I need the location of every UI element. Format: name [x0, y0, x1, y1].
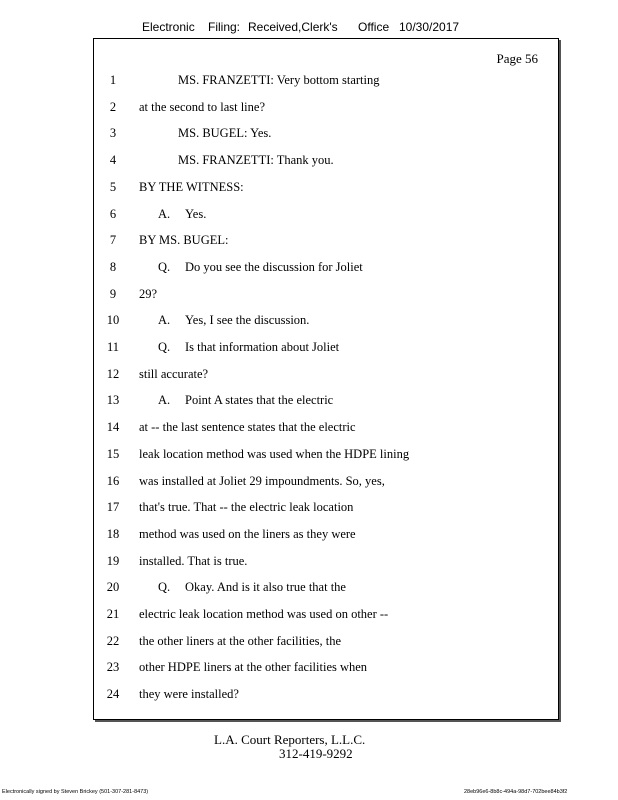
line-text-wrapper: [139, 628, 341, 655]
line-text: other HDPE liners at the other facilities when: [139, 660, 368, 675]
transcript-line: [93, 521, 553, 548]
line-text-wrapper: [139, 281, 157, 308]
transcript-line: [93, 628, 553, 655]
line-text: installed. That is true.: [139, 553, 248, 568]
line-number: 16: [106, 473, 120, 488]
line-text-wrapper: [158, 307, 309, 334]
line-number: 11: [106, 340, 120, 354]
transcript-line: [93, 574, 553, 601]
line-number: 22: [106, 633, 120, 648]
transcript-line: [93, 654, 553, 681]
line-text: BY MS. BUGEL:: [139, 233, 229, 248]
transcript-line: [93, 548, 553, 575]
line-text-wrapper: [139, 441, 409, 468]
transcript-line: [93, 94, 553, 121]
line-text: they were installed?: [139, 687, 239, 702]
line-text-wrapper: [158, 574, 346, 601]
line-text: MS. FRANZETTI: Very bottom starting: [178, 73, 380, 87]
signature-left: Electronically signed by Steven Brickey (501-307-281-8473): [2, 789, 149, 795]
line-number: 18: [106, 526, 120, 541]
line-number: 6: [109, 206, 117, 221]
line-text-wrapper: [178, 120, 271, 147]
line-text: at -- the last sentence states that the electric: [139, 420, 356, 435]
line-number: 7: [109, 233, 117, 248]
qa-label: Q.: [158, 259, 171, 274]
line-text-wrapper: [139, 548, 247, 575]
line-text-wrapper: [139, 174, 244, 201]
header-electronic: Electronic: [142, 20, 195, 34]
transcript-line: [93, 307, 553, 334]
line-text: Okay. And is it also true that the: [185, 580, 346, 595]
line-text: 29?: [139, 286, 158, 301]
line-number: 8: [109, 259, 117, 274]
footer-phone: 312-419-9292: [279, 746, 353, 761]
line-text: leak location method was used when the HDPE lining: [139, 446, 410, 461]
transcript-line: [93, 468, 553, 495]
line-text: Point A states that the electric: [185, 393, 334, 408]
line-text: Yes, I see the discussion.: [185, 313, 310, 328]
transcript-line: [93, 601, 553, 628]
line-number: 10: [106, 313, 120, 328]
line-text-wrapper: [158, 201, 206, 228]
transcript-line: [93, 361, 553, 388]
header-filing: Filing:: [208, 20, 241, 34]
line-text: that's true. That -- the electric leak location: [139, 500, 354, 515]
line-number: 1: [109, 73, 117, 87]
line-text-wrapper: [139, 654, 367, 681]
line-text: still accurate?: [139, 366, 209, 381]
line-number: 14: [106, 420, 120, 435]
footer-firm: L.A. Court Reporters, L.L.C.: [214, 732, 366, 747]
line-text: Yes.: [185, 206, 207, 221]
line-text-wrapper: [139, 681, 239, 708]
transcript-line: [93, 334, 553, 361]
line-number: 5: [109, 179, 117, 194]
header-date: 10/30/2017: [399, 20, 460, 34]
line-text-wrapper: [178, 67, 380, 94]
line-text-wrapper: [139, 414, 356, 441]
line-number: 9: [109, 286, 117, 301]
line-text-wrapper: [158, 387, 333, 414]
transcript-line: [93, 227, 553, 254]
line-text: at the second to last line?: [139, 99, 266, 114]
header-received: Received,Clerk's: [248, 20, 338, 34]
line-text-wrapper: [139, 468, 385, 495]
header-office: Office: [358, 20, 390, 34]
line-text: the other liners at the other facilities, the: [139, 633, 342, 648]
transcript-line: [93, 147, 553, 174]
transcript-line: [93, 494, 553, 521]
line-number: 12: [106, 366, 120, 381]
line-number: 17: [106, 500, 120, 515]
line-text: method was used on the liners as they were: [139, 526, 356, 541]
line-text-wrapper: [178, 147, 334, 174]
line-text-wrapper: [139, 361, 208, 388]
line-number: 23: [106, 660, 120, 675]
line-text: was installed at Joliet 29 impoundments. So, yes,: [139, 473, 385, 488]
line-text: MS. BUGEL: Yes.: [178, 126, 272, 141]
transcript-line: [93, 201, 553, 228]
signature-right: 28eb96e6-8b8c-494a-98d7-702bee84b3f2: [464, 789, 568, 795]
line-number: 19: [106, 553, 120, 568]
qa-label: A.: [158, 206, 171, 221]
qa-label: A.: [158, 313, 171, 328]
transcript-line: [93, 174, 553, 201]
page-number: Page 56: [496, 51, 538, 66]
transcript-line: [93, 441, 553, 468]
filing-header: [0, 20, 618, 38]
line-text: Do you see the discussion for Joliet: [185, 259, 363, 274]
line-number: 20: [106, 580, 120, 595]
transcript-line: [93, 67, 553, 94]
line-number: 13: [106, 393, 120, 408]
line-text-wrapper: [158, 254, 363, 281]
line-number: 24: [106, 687, 120, 702]
line-number: 21: [106, 607, 120, 621]
transcript-line: [93, 281, 553, 308]
line-text-wrapper: [158, 334, 339, 361]
qa-label: Q.: [158, 340, 171, 354]
line-text-wrapper: [139, 227, 228, 254]
line-text: electric leak location method was used on other --: [139, 607, 389, 621]
line-number: 2: [109, 99, 117, 114]
transcript-line: [93, 120, 553, 147]
line-text-wrapper: [139, 94, 265, 121]
qa-label: Q.: [158, 580, 171, 595]
line-text-wrapper: [139, 521, 356, 548]
line-text-wrapper: [139, 601, 388, 628]
line-number: 3: [109, 126, 117, 141]
transcript-line: [93, 387, 553, 414]
transcript-line: [93, 681, 553, 708]
transcript-line: [93, 254, 553, 281]
line-text: BY THE WITNESS:: [139, 179, 244, 194]
line-number: 4: [109, 153, 117, 168]
line-number: 15: [106, 446, 120, 461]
line-text: MS. FRANZETTI: Thank you.: [178, 153, 334, 168]
line-text-wrapper: [139, 494, 353, 521]
qa-label: A.: [158, 393, 171, 408]
transcript-line: [93, 414, 553, 441]
line-text: Is that information about Joliet: [185, 340, 340, 354]
